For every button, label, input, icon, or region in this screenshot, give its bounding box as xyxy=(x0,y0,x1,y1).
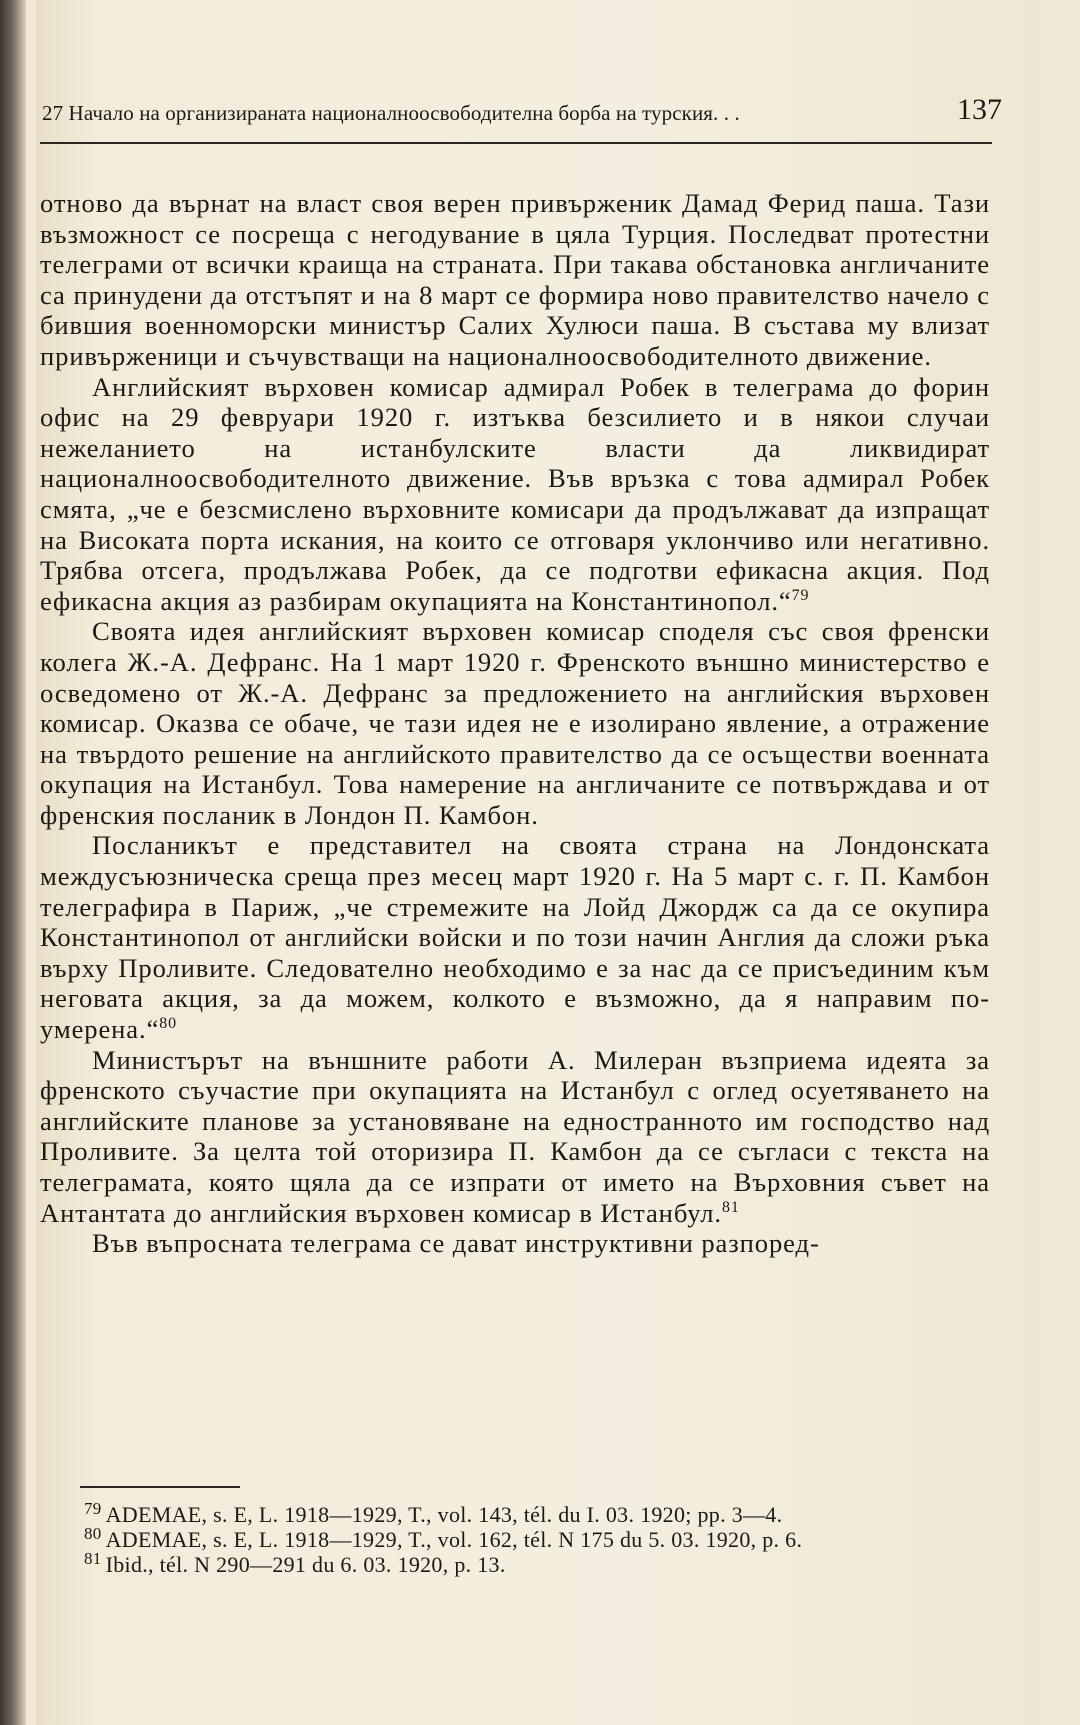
paragraph: Министърът на външните работи А. Милеран възприема идеята за френското съучастие при окупацията на Истанбул с оглед осуетяването на английските планове за установяване на едностранното им господство над Проливите. За целта той оторизира П. Камбон да се съгласи с текста на телеграмата, която щяла да се изпрати от името на Върховния съвет на Антантата до английския върховен комисар в Истанбул.$^{81}$ xyxy=(40,1044,990,1228)
page-number: 137 xyxy=(957,93,1002,126)
running-head: 27 Начало на организираната националноосвободителна борба на турския. . . xyxy=(42,101,740,125)
paragraph: Във въпросната телеграма се дават инструктивни разпоред- xyxy=(92,1228,820,1259)
paragraph: отново да върнат на власт своя верен привърженик Дамад Ферид паша. Тази възможност се посреща с негодувание в цяла Турция. Последват протестни телеграми от всички краища на страната. При такава обстановка англичаните са принудени да отстъпят и на 8 март се формира ново правителство начело с бившия военноморски министър Салих Хулюси паша. В състава му влизат привърженици и съчувстващи на националноосвободителното движение. xyxy=(40,188,990,371)
footnotes xyxy=(40,1486,990,1577)
book-spine xyxy=(0,0,26,1725)
footnote-ref: 79 xyxy=(791,586,810,604)
footnote: $^{79}$ ADEMAE, s. E, L. 1918—1929, T., vol. 143, tél. du I. 03. 1920; pp. 3—4. xyxy=(84,1498,783,1527)
paragraph: Посланикът е представител на своята страна на Лондонската междусъюзническа среща през месец март 1920 г. На 5 март с. г. П. Камбон телеграфира в Париж, „че стремежите на Лойд Джордж са да се окупира Константинопол от английски войски и по този начин Англия да сложи ръка върху Проливите. Следователно необходимо е за нас да се присъединим към неговата акция, за да можем, колкото е възможно, да я направим по-умерена.“$^{80}$ xyxy=(40,830,990,1045)
page-header xyxy=(42,93,1006,143)
body-text xyxy=(40,188,990,1259)
paragraph: Английският върховен комисар адмирал Робек в телеграма до форин офис на 29 февруари 1920 г. изтъква безсилието и в някои случаи нежеланието на истанбулските власти да ликвидират националноосвободителното движение. Във връзка с това адмирал Робек смята, „че е безсмислено върховните комисари да продължават да изпращат на Високата порта искания, на които се отговаря уклончиво или негативно. Трябва отсега, продължава Робек, да се подготви ефикасна акция. Под ефикасна акция аз разбирам окупацията на Константинопол.“$^{79}$ xyxy=(40,371,990,616)
footnote-ref: 81 xyxy=(721,1198,740,1216)
footnote: $^{81}$ Ibid., tél. N 290—291 du 6. 03. 1920, p. 13. xyxy=(84,1548,506,1577)
footnote-ref: 80 xyxy=(159,1015,178,1033)
footnote: $^{80}$ ADEMAE, s. E, L. 1918—1929, T., vol. 162, tél. N 175 du 5. 03. 1920, p. 6. xyxy=(84,1523,803,1552)
paragraph: Своята идея английският върховен комисар споделя със своя френски колега Ж.-А. Дефранс. На 1 март 1920 г. Френското външно министерство е осведомено от Ж.-А. Дефранс за предложението на английския върховен комисар. Оказва се обаче, че тази идея не е изолирано явление, а отражение на твърдото решение на английското правителство да се осъществи военната окупация на Истанбул. Това намерение на англичаните се потвърждава и от френския посланик в Лондон П. Камбон. xyxy=(40,616,990,830)
header-rule xyxy=(40,142,992,144)
footnote-rule xyxy=(80,1486,240,1488)
book-page xyxy=(36,0,1046,1725)
